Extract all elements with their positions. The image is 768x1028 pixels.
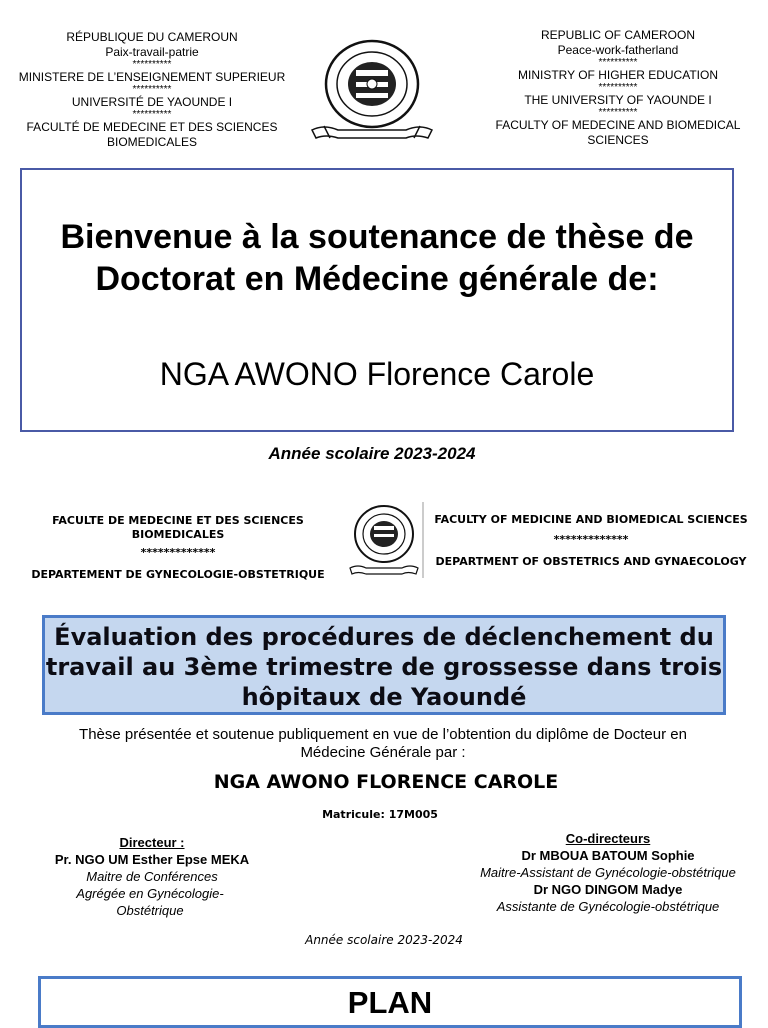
header-left-line3: MINISTERE DE L’ENSEIGNEMENT SUPERIEUR xyxy=(18,70,286,84)
thesis-presentation: Thèse présentée et soutenue publiquement en vue de l’obtention du diplôme de Docteur en Médecine Générale par : xyxy=(79,726,687,761)
thesis-author: NGA AWONO FLORENCE CAROLE xyxy=(213,771,559,793)
header-left-line5: FACULTÉ DE MEDECINE ET DES SCIENCES BIOMEDICALES xyxy=(26,120,278,149)
thesis-title: Évaluation des procédures de déclenchement du travail au 3ème trimestre de grossesse dans trois hôpitaux de Yaoundé xyxy=(45,623,723,711)
welcome-box xyxy=(20,168,734,432)
faculty-left-line1: FACULTE DE MEDECINE ET DES SCIENCES BIOMEDICALES xyxy=(52,514,304,541)
director-role1: Maitre de Conférences xyxy=(86,869,218,884)
director-heading: Directeur : xyxy=(119,835,185,850)
plan-title: PLAN xyxy=(347,985,433,1020)
welcome-title: Bienvenue à la soutenance de thèse de Doctorat en Médecine générale de: xyxy=(60,218,694,298)
header-right-sep3: ********** xyxy=(598,107,638,118)
header-left-line2: Paix-travail-patrie xyxy=(105,45,199,59)
faculty-right xyxy=(434,513,748,569)
codirector1-name: Dr MBOUA BATOUM Sophie xyxy=(521,848,695,863)
header-left-sep1: ********** xyxy=(132,59,172,70)
codirectors-block xyxy=(462,830,754,915)
faculty-right-sep: ************* xyxy=(553,533,629,546)
plan-box xyxy=(38,976,742,1028)
small-seal-icon xyxy=(346,500,424,580)
header-left-line1: RÉPUBLIQUE DU CAMEROUN xyxy=(66,30,238,44)
codirector2-name: Dr NGO DINGOM Madye xyxy=(533,882,683,897)
header-right-line5: FACULTY OF MEDECINE AND BIOMEDICAL SCIENCES xyxy=(495,118,741,147)
header-left-line4: UNIVERSITÉ DE YAOUNDE I xyxy=(71,95,233,109)
academic-year-bottom: Année scolaire 2023-2024 xyxy=(305,933,463,947)
header-right-sep2: ********** xyxy=(598,82,638,93)
director-name: Pr. NGO UM Esther Epse MEKA xyxy=(54,852,250,867)
header-left-sep2: ********** xyxy=(132,84,172,95)
matricule: Matricule: 17M005 xyxy=(322,808,438,821)
director-block xyxy=(36,834,268,919)
faculty-right-line2: DEPARTMENT OF OBSTETRICS AND GYNAECOLOGY xyxy=(435,555,747,568)
header-right-line4: THE UNIVERSITY OF YAOUNDE I xyxy=(524,93,712,107)
faculty-left-sep: ************* xyxy=(140,546,216,559)
faculty-right-line1: FACULTY OF MEDICINE AND BIOMEDICAL SCIENCES xyxy=(434,513,748,526)
welcome-name: NGA AWONO Florence Carole xyxy=(159,356,595,392)
header-left-sep3: ********** xyxy=(132,109,172,120)
header-right xyxy=(486,28,750,148)
codirector1-role: Maitre-Assistant de Gynécologie-obstétrique xyxy=(480,865,736,880)
codirectors-heading: Co-directeurs xyxy=(565,831,651,846)
codirector2-role: Assistante de Gynécologie-obstétrique xyxy=(496,899,720,914)
header-right-line2: Peace-work-fatherland xyxy=(557,43,679,57)
academic-year-top: Année scolaire 2023-2024 xyxy=(268,444,476,463)
director-role2: Agrégée en Gynécologie-Obstétrique xyxy=(76,886,224,918)
faculty-left xyxy=(14,514,342,582)
faculty-left-line2: DEPARTEMENT DE GYNECOLOGIE-OBSTETRIQUE xyxy=(31,568,325,581)
header-left xyxy=(14,30,290,150)
header-right-sep1: ********** xyxy=(598,57,638,68)
header-right-line3: MINISTRY OF HIGHER EDUCATION xyxy=(517,68,718,82)
university-seal-icon xyxy=(304,38,440,146)
header-right-line1: REPUBLIC OF CAMEROON xyxy=(540,28,696,42)
thesis-title-box xyxy=(42,615,726,715)
